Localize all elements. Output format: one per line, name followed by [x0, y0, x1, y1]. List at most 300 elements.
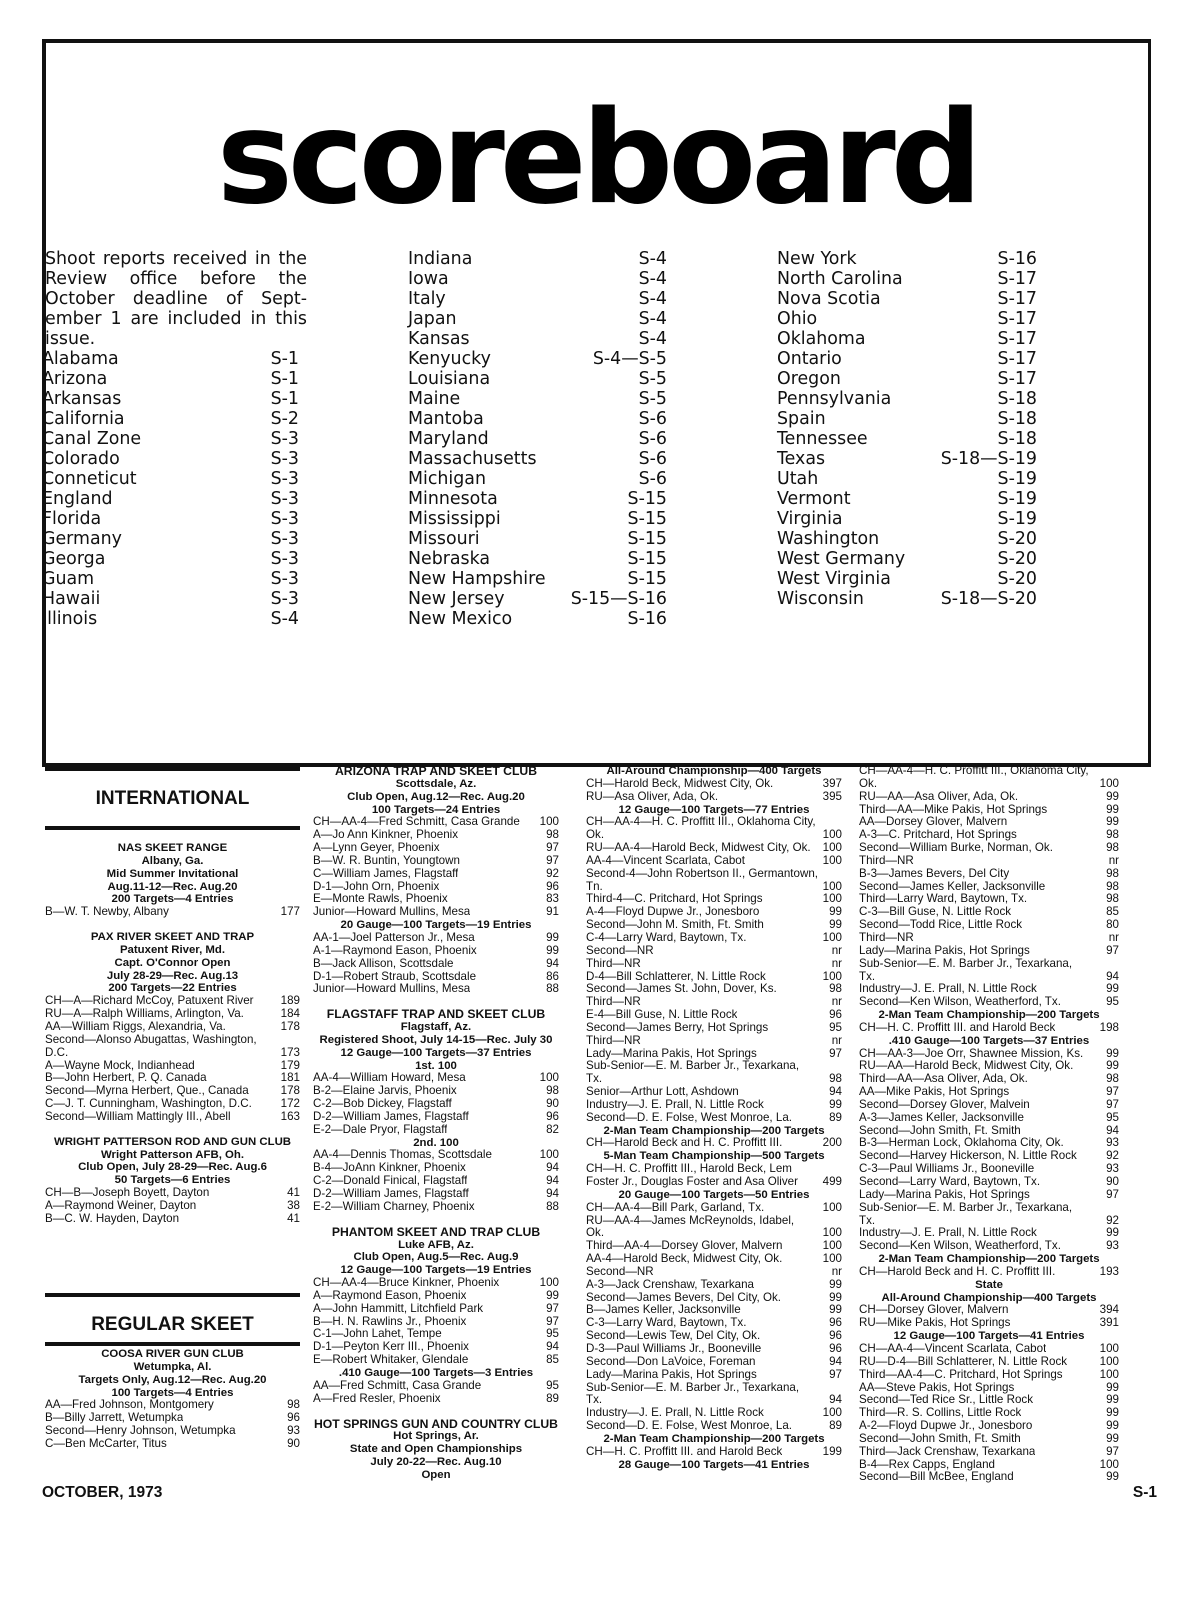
- result-score: 99: [1106, 1406, 1119, 1420]
- result-name: C-2—Donald Finical, Flagstaff: [313, 1175, 468, 1188]
- result-name: E-2—William Charney, Phoenix: [313, 1200, 475, 1213]
- result-line: [45, 906, 300, 919]
- result-name: Second—John M. Smith, Ft. Smith: [586, 919, 764, 932]
- index-entry: [408, 489, 667, 509]
- result-line: [313, 842, 559, 855]
- result-line: [859, 1150, 1119, 1163]
- index-page: S-4: [638, 269, 667, 289]
- result-name: Ok.: [586, 1227, 605, 1240]
- spacer: [45, 919, 300, 931]
- index-page: S-6: [638, 449, 667, 469]
- result-line: [313, 1380, 559, 1393]
- index-state: West Virginia: [777, 569, 891, 589]
- result-line: [586, 791, 842, 804]
- intro-line: October deadline of Sept-: [45, 289, 307, 309]
- index-state: New Hampshire: [408, 569, 546, 589]
- result-score: 97: [829, 1046, 842, 1060]
- result-name: B—H. N. Rawlins Jr., Phoenix: [313, 1315, 467, 1328]
- result-score: 94: [829, 1085, 842, 1099]
- result-heading: 5-Man Team Championship—500 Targets: [603, 1150, 825, 1163]
- result-heading: Open: [421, 1468, 451, 1481]
- result-score: 94: [546, 1187, 559, 1200]
- index-state: Virginia: [777, 509, 843, 529]
- result-name: Second—Ted Rice Sr., Little Rock: [859, 1394, 1033, 1407]
- result-score: 95: [1106, 1110, 1119, 1124]
- index-state: Missouri: [408, 529, 480, 549]
- result-heading: 100 Targets—4 Entries: [111, 1386, 234, 1399]
- result-score: 88: [546, 982, 559, 996]
- result-name: Ok.: [859, 777, 878, 790]
- results-column-4: [859, 765, 1119, 1484]
- result-name: CH—H. C. Proffitt III., Harold Beck, Lem: [586, 1163, 792, 1176]
- index-state: Guam: [42, 569, 95, 589]
- result-score: 96: [546, 879, 559, 893]
- result-line: [859, 765, 1119, 778]
- index-state: Michigan: [408, 469, 486, 489]
- index-state: Maine: [408, 389, 461, 409]
- result-name: CH—B—Joseph Boyett, Dayton: [45, 1187, 210, 1200]
- result-heading: 28 Gauge—100 Targets—41 Entries: [618, 1458, 810, 1471]
- result-heading: 2-Man Team Championship—200 Targets: [603, 1432, 825, 1445]
- result-heading: Wright Patterson AFB, Oh.: [100, 1148, 245, 1161]
- result-line: [859, 1099, 1119, 1112]
- result-line: [45, 1111, 300, 1124]
- spacer: [45, 1124, 300, 1136]
- result-name: CH—Harold Beck and H. C. Proffitt III.: [586, 1137, 783, 1150]
- index-page: S-17: [997, 369, 1037, 389]
- result-line: [313, 971, 559, 984]
- result-score: 100: [822, 1252, 842, 1266]
- result-name: RU—AA—Asa Oliver, Ada, Ok.: [859, 790, 1019, 803]
- index-entry: [42, 429, 299, 449]
- result-line: [586, 868, 842, 881]
- index-entry: [777, 509, 1037, 529]
- result-score: 99: [1106, 1046, 1119, 1060]
- result-name: Third—Larry Ward, Baytown, Tx.: [859, 893, 1028, 906]
- result-name: A-3—C. Pritchard, Hot Springs: [859, 829, 1017, 842]
- result-name: AA—Mike Pakis, Hot Springs: [859, 1086, 1010, 1099]
- index-page: S-4: [270, 609, 299, 629]
- result-name: RU—D-4—Bill Schlatterer, N. Little Rock: [859, 1355, 1068, 1368]
- result-score: 41: [287, 1211, 300, 1225]
- result-name: Third—NR: [859, 854, 914, 867]
- result-score: 98: [546, 828, 559, 842]
- result-name: RU—A—Ralph Williams, Arlington, Va.: [45, 1008, 244, 1021]
- result-score: 96: [829, 1008, 842, 1022]
- result-score: 98: [1106, 892, 1119, 906]
- result-name: D-1—Robert Straub, Scottsdale: [313, 970, 477, 983]
- index-page: S-3: [270, 569, 299, 589]
- result-name: Third—NR: [586, 996, 641, 1009]
- result-line: [859, 778, 1119, 791]
- result-score: 41: [287, 1186, 300, 1200]
- result-name: Sub-Senior—E. M. Barber Jr., Texarkana,: [859, 1201, 1073, 1214]
- result-name: E—Robert Whitaker, Glendale: [313, 1354, 469, 1367]
- index-state: Louisiana: [408, 369, 491, 389]
- result-line: [313, 816, 559, 829]
- index-state: Vermont: [777, 489, 851, 509]
- result-line: [586, 1073, 842, 1086]
- result-score: 99: [1106, 1226, 1119, 1240]
- result-score: 97: [829, 1367, 842, 1381]
- result-line: [586, 958, 842, 971]
- result-line: [313, 945, 559, 958]
- index-page: S-17: [997, 309, 1037, 329]
- index-page: S-3: [270, 549, 299, 569]
- result-line: [859, 1086, 1119, 1099]
- result-name: RU—Mike Pakis, Hot Springs: [859, 1317, 1011, 1330]
- result-name: Second—Henry Johnson, Wetumpka: [45, 1425, 236, 1438]
- result-name: A—Fred Resler, Phoenix: [313, 1392, 441, 1405]
- index-state: Ontario: [777, 349, 842, 369]
- result-name: C-4—Larry Ward, Baytown, Tx.: [586, 931, 747, 944]
- index-entry: [408, 429, 667, 449]
- result-line: [45, 1412, 300, 1425]
- result-score: 99: [829, 918, 842, 932]
- result-name: AA—William Riggs, Alexandria, Va.: [45, 1020, 226, 1033]
- footer-date: OCTOBER, 1973: [42, 1484, 163, 1501]
- result-line: [586, 1099, 842, 1112]
- result-line: [586, 829, 842, 842]
- result-heading: Scottsdale, Az.: [395, 777, 477, 790]
- result-score: 181: [280, 1071, 300, 1085]
- result-score: 94: [546, 1174, 559, 1188]
- result-line: [45, 1021, 300, 1034]
- result-line: [859, 855, 1119, 868]
- result-line: [313, 868, 559, 881]
- result-line: [313, 881, 559, 894]
- index-entry: [42, 409, 299, 429]
- index-state: Iowa: [408, 269, 449, 289]
- index-page: S-19: [997, 509, 1037, 529]
- result-score: 98: [546, 1084, 559, 1098]
- index-entry: [408, 389, 667, 409]
- result-score: 100: [822, 892, 842, 906]
- index-entry: [42, 449, 299, 469]
- result-name: Third—AA-4—C. Pritchard, Hot Springs: [859, 1368, 1063, 1381]
- result-line: [313, 1290, 559, 1303]
- result-score: 99: [1106, 789, 1119, 803]
- result-name: CH—AA-4—Bill Park, Garland, Tx.: [586, 1201, 765, 1214]
- result-name: B—W. T. Newby, Albany: [45, 906, 169, 919]
- intro-line: ember 1 are included in this: [45, 309, 307, 329]
- result-line: [313, 1111, 559, 1124]
- result-line: [313, 1162, 559, 1175]
- result-line: [859, 881, 1119, 894]
- result-score: 199: [822, 1444, 842, 1458]
- result-name: B-3—James Bevers, Del City: [859, 867, 1010, 880]
- result-score: 94: [546, 1161, 559, 1175]
- result-heading: State: [975, 1278, 1003, 1291]
- index-page: S-6: [638, 469, 667, 489]
- result-score: 99: [546, 930, 559, 944]
- result-score: 99: [1106, 802, 1119, 816]
- result-score: 184: [280, 1007, 300, 1021]
- result-heading: .410 Gauge—100 Targets—3 Entries: [338, 1366, 534, 1379]
- result-score: 93: [1106, 1162, 1119, 1176]
- index-state: Wisconsin: [777, 589, 864, 609]
- result-line: [313, 983, 559, 996]
- result-score: nr: [831, 1033, 842, 1047]
- result-line: [859, 804, 1119, 817]
- result-name: CH—Dorsey Glover, Malvern: [859, 1304, 1009, 1317]
- result-score: 99: [1106, 1470, 1119, 1484]
- index-page: S-6: [638, 409, 667, 429]
- result-score: 97: [1106, 1187, 1119, 1201]
- result-name: Second-4—John Robertson II., Germantown,: [586, 867, 818, 880]
- index-entry: [42, 509, 299, 529]
- index-page: S-1: [270, 389, 299, 409]
- index-entry: [408, 529, 667, 549]
- result-score: nr: [1108, 930, 1119, 944]
- result-name: B-4—JoAnn Kinkner, Phoenix: [313, 1162, 466, 1175]
- result-name: D-2—William James, Flagstaff: [313, 1110, 469, 1123]
- result-line: [859, 893, 1119, 906]
- result-line: [45, 1187, 300, 1200]
- section-title-international: INTERNATIONAL: [95, 788, 250, 809]
- result-line: [859, 1202, 1119, 1215]
- index-page: S-15: [627, 549, 667, 569]
- result-line: [313, 1175, 559, 1188]
- index-state: North Carolina: [777, 269, 903, 289]
- result-name: AA—Steve Pakis, Hot Springs: [859, 1381, 1015, 1394]
- result-name: C-1—John Lahet, Tempe: [313, 1328, 442, 1341]
- results-column-3: [586, 765, 842, 1471]
- result-line: [313, 1124, 559, 1137]
- result-name: A-1—Raymond Eason, Phoenix: [313, 944, 477, 957]
- result-name: CH—AA-4—Vincent Scarlata, Cabot: [859, 1342, 1047, 1355]
- result-name: CH—AA-4—Bruce Kinkner, Phoenix: [313, 1277, 500, 1290]
- result-heading: 1st. 100: [415, 1059, 457, 1072]
- result-heading: 50 Targets—6 Entries: [114, 1174, 231, 1187]
- result-score: 395: [822, 789, 842, 803]
- result-score: 99: [1106, 1380, 1119, 1394]
- result-name: Lady—Marina Pakis, Hot Springs: [586, 1368, 757, 1381]
- result-name: A—Lynn Geyer, Phoenix: [313, 842, 440, 855]
- result-heading: .410 Gauge—100 Targets—37 Entries: [888, 1034, 1090, 1047]
- club-name: PHANTOM SKEET AND TRAP CLUB: [331, 1224, 541, 1239]
- index-column-3: [777, 249, 1037, 609]
- result-heading: 100 Targets—24 Entries: [371, 803, 501, 816]
- result-line: [586, 971, 842, 984]
- result-name: Third—NR: [859, 931, 914, 944]
- result-score: 94: [829, 1354, 842, 1368]
- index-entry: [408, 369, 667, 389]
- result-name: B-2—Elaine Jarvis, Phoenix: [313, 1085, 457, 1098]
- index-entry: [42, 369, 299, 389]
- index-state: New Mexico: [408, 609, 513, 629]
- result-name: Second—James St. John, Dover, Ks.: [586, 983, 777, 996]
- index-page: S-18: [997, 409, 1037, 429]
- index-page: S-4: [638, 309, 667, 329]
- index-state: Illinois: [42, 609, 98, 629]
- result-name: CH—A—Richard McCoy, Patuxent River: [45, 995, 254, 1008]
- index-state: Mississippi: [408, 509, 501, 529]
- result-name: Second—Dorsey Glover, Malvein: [859, 1098, 1030, 1111]
- result-name: Ok.: [586, 829, 605, 842]
- index-page: S-18—S-20: [940, 589, 1037, 609]
- result-name: A—Wayne Mock, Indianhead: [45, 1059, 195, 1072]
- result-line: [586, 893, 842, 906]
- result-line: [313, 1072, 559, 1085]
- result-name: Third—Jack Crenshaw, Texarkana: [859, 1445, 1036, 1458]
- index-state: Texas: [777, 449, 826, 469]
- result-score: 95: [829, 1020, 842, 1034]
- club-name: ARIZONA TRAP AND SKEET CLUB: [335, 764, 537, 778]
- result-line: [859, 1137, 1119, 1150]
- index-entry: [408, 549, 667, 569]
- index-page: S-3: [270, 589, 299, 609]
- index-entry: [777, 429, 1037, 449]
- result-score: 94: [546, 1340, 559, 1354]
- index-state: West Germany: [777, 549, 906, 569]
- result-score: 98: [1106, 866, 1119, 880]
- result-name: C-3—Bill Guse, N. Little Rock: [859, 906, 1012, 919]
- result-score: 98: [1106, 879, 1119, 893]
- index-page: S-3: [270, 509, 299, 529]
- result-name: B—W. R. Buntin, Youngtown: [313, 854, 460, 867]
- result-score: 92: [546, 866, 559, 880]
- result-score: 99: [546, 943, 559, 957]
- result-heading: 2nd. 100: [413, 1136, 459, 1149]
- result-line: [859, 1112, 1119, 1125]
- index-entry: [408, 329, 667, 349]
- index-state: Colorado: [42, 449, 120, 469]
- result-score: 98: [1106, 841, 1119, 855]
- result-score: 499: [822, 1175, 842, 1188]
- result-name: Second—Harvey Hickerson, N. Little Rock: [859, 1150, 1077, 1163]
- result-name: CH—AA-4—Fred Schmitt, Casa Grande: [313, 816, 520, 829]
- result-line: [586, 1266, 842, 1279]
- result-score: 200: [822, 1136, 842, 1150]
- result-name: E—Monte Rawls, Phoenix: [313, 893, 448, 906]
- result-name: Foster Jr., Douglas Foster and Asa Oliver: [586, 1176, 798, 1188]
- index-page: S-1: [270, 349, 299, 369]
- result-name: C—Ben McCarter, Titus: [45, 1437, 167, 1450]
- index-entry: [42, 589, 299, 609]
- result-score: 94: [1106, 969, 1119, 983]
- result-name: Senior—Arthur Lott, Ashdown: [586, 1086, 739, 1099]
- result-name: AA-4—William Howard, Mesa: [313, 1072, 466, 1085]
- result-line: [313, 1277, 559, 1290]
- result-score: 96: [829, 1341, 842, 1355]
- result-heading: Patuxent River, Md.: [119, 943, 226, 956]
- result-name: RU—AA-4—James McReynolds, Idabel,: [586, 1214, 795, 1227]
- result-score: 96: [829, 1329, 842, 1343]
- result-score: 95: [546, 1378, 559, 1392]
- result-score: 82: [546, 1122, 559, 1136]
- index-state: Hawaii: [42, 589, 101, 609]
- result-name: B-4—Rex Capps, England: [859, 1458, 995, 1471]
- intro-line: issue.: [45, 329, 96, 349]
- result-name: A-3—James Keller, Jacksonville: [859, 1111, 1024, 1124]
- result-name: Second—Ken Wilson, Weatherford, Tx.: [859, 996, 1061, 1009]
- result-heading: 12 Gauge—100 Targets—19 Entries: [340, 1264, 532, 1277]
- result-name: Sub-Senior—E. M. Barber Jr., Texarkana,: [586, 1060, 800, 1073]
- result-line: [586, 1176, 842, 1189]
- result-name: E-4—Bill Guse, N. Little Rock: [586, 1009, 738, 1022]
- result-score: 93: [1106, 1239, 1119, 1253]
- result-score: 177: [280, 905, 300, 919]
- result-score: [1115, 958, 1119, 971]
- result-score: 99: [829, 1277, 842, 1291]
- index-page: S-17: [997, 349, 1037, 369]
- index-page: S-15: [627, 489, 667, 509]
- result-score: 99: [1106, 815, 1119, 829]
- result-line: [45, 1200, 300, 1213]
- index-entry: [408, 249, 667, 269]
- result-score: 99: [1106, 1393, 1119, 1407]
- result-line: [586, 996, 842, 1009]
- masthead-title: scoreboard: [216, 84, 978, 233]
- result-line: [586, 1060, 842, 1073]
- index-entry: [777, 549, 1037, 569]
- result-heading: 12 Gauge—100 Targets—37 Entries: [340, 1046, 532, 1059]
- result-name: Second—William Burke, Norman, Ok.: [859, 842, 1053, 855]
- result-line: [859, 868, 1119, 881]
- result-name: Third-4—C. Pritchard, Hot Springs: [586, 893, 763, 906]
- result-name: B—Billy Jarrett, Wetumpka: [45, 1412, 184, 1425]
- result-heading: COOSA RIVER GUN CLUB: [101, 1348, 244, 1360]
- result-score: 91: [546, 905, 559, 919]
- result-name: Industry—J. E. Prall, N. Little Rock: [859, 983, 1037, 996]
- result-line: [313, 1149, 559, 1162]
- result-score: 189: [280, 994, 300, 1008]
- result-score: 100: [539, 1071, 559, 1085]
- index-entry: [777, 369, 1037, 389]
- result-heading: July 20-22—Rec. Aug.10: [370, 1456, 502, 1469]
- result-name: Industry—J. E. Prall, N. Little Rock: [586, 1407, 764, 1420]
- result-line: [859, 971, 1119, 984]
- index-state: Massachusetts: [408, 449, 537, 469]
- result-score: 98: [1106, 828, 1119, 842]
- results-column-regular: [45, 1348, 300, 1451]
- result-line: [859, 1407, 1119, 1420]
- index-entry: [408, 269, 667, 289]
- result-score: 99: [1106, 982, 1119, 996]
- result-score: 198: [1099, 1020, 1119, 1034]
- index-state: Nebraska: [408, 549, 491, 569]
- result-score: [838, 868, 842, 881]
- result-heading: July 28-29—Rec. Aug.13: [106, 969, 239, 982]
- index-state: Kenyucky: [408, 349, 491, 369]
- result-heading: Capt. O'Connor Open: [114, 956, 231, 969]
- result-name: Tx.: [586, 1394, 603, 1407]
- index-page: S-4: [638, 289, 667, 309]
- result-score: 99: [829, 905, 842, 919]
- result-line: [45, 1213, 300, 1226]
- result-line: [45, 1008, 300, 1021]
- result-score: 97: [546, 853, 559, 867]
- result-line: [859, 1048, 1119, 1061]
- result-line: [586, 1253, 842, 1266]
- index-entry: [408, 449, 667, 469]
- result-score: 98: [287, 1398, 300, 1412]
- result-heading: WRIGHT PATTERSON ROD AND GUN CLUB: [53, 1135, 292, 1148]
- result-line: [859, 932, 1119, 945]
- result-name: Tx.: [859, 970, 876, 983]
- index-state: Oregon: [777, 369, 841, 389]
- result-score: 93: [1106, 1136, 1119, 1150]
- result-score: 100: [1099, 1367, 1119, 1381]
- index-state: Minnesota: [408, 489, 498, 509]
- result-name: D-3—Paul Williams Jr., Booneville: [586, 1342, 762, 1355]
- result-line: [313, 1085, 559, 1098]
- rule: [45, 1293, 300, 1297]
- result-name: C—J. T. Cunningham, Washington, D.C.: [45, 1098, 252, 1111]
- index-page: S-5: [638, 369, 667, 389]
- rule: [45, 1342, 300, 1346]
